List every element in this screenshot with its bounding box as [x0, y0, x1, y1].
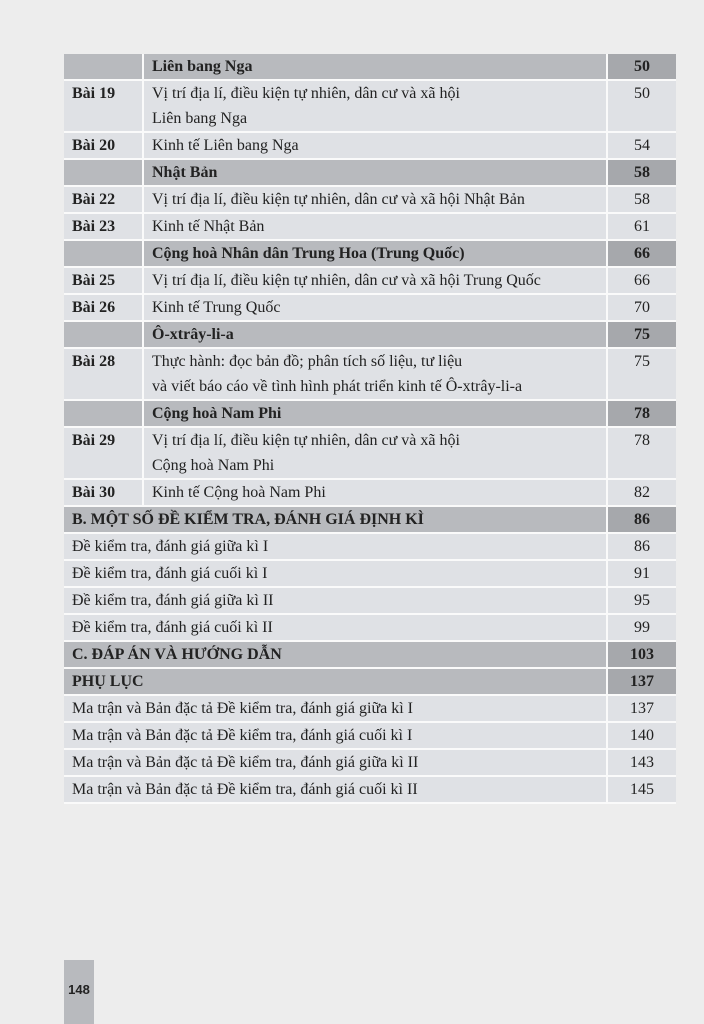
table-of-contents — [64, 54, 676, 804]
lesson-number — [64, 400, 143, 427]
toc-row-lesson — [64, 186, 676, 213]
lesson-number — [64, 240, 143, 267]
lesson-number — [64, 54, 143, 80]
toc-row-lesson — [64, 267, 676, 294]
toc-row-lesson — [64, 294, 676, 321]
page-ref: 75 — [607, 321, 676, 348]
lesson-number: Bài 19 — [64, 80, 143, 132]
item-title: Ma trận và Bản đặc tả Đề kiểm tra, đánh giá cuối kì I — [64, 722, 607, 749]
lesson-title: Kinh tế Trung Quốc — [143, 294, 607, 321]
toc-row-section — [64, 668, 676, 695]
page-ref: 78 — [607, 427, 676, 479]
toc-row-item — [64, 587, 676, 614]
page-ref: 58 — [607, 159, 676, 186]
lesson-number — [64, 159, 143, 186]
toc-row-subhead — [64, 240, 676, 267]
page-ref: 103 — [607, 641, 676, 668]
lesson-number: Bài 20 — [64, 132, 143, 159]
page-ref: 75 — [607, 348, 676, 400]
item-title: Đề kiểm tra, đánh giá cuối kì II — [64, 614, 607, 641]
page-ref: 50 — [607, 54, 676, 80]
item-title: Đề kiểm tra, đánh giá giữa kì I — [64, 533, 607, 560]
page-ref: 86 — [607, 506, 676, 533]
toc-row-lesson — [64, 132, 676, 159]
toc-row-section — [64, 641, 676, 668]
lesson-title: Kinh tế Liên bang Nga — [143, 132, 607, 159]
page-ref: 54 — [607, 132, 676, 159]
chapter-title: Cộng hoà Nam Phi — [143, 400, 607, 427]
page-ref: 91 — [607, 560, 676, 587]
toc-row-item — [64, 749, 676, 776]
chapter-title: Nhật Bản — [143, 159, 607, 186]
lesson-title: Vị trí địa lí, điều kiện tự nhiên, dân cư và xã hội Trung Quốc — [143, 267, 607, 294]
toc-row-item — [64, 614, 676, 641]
lesson-title: Vị trí địa lí, điều kiện tự nhiên, dân cư và xã hội Cộng hoà Nam Phi — [143, 427, 607, 479]
page-number: 148 — [64, 960, 94, 1024]
item-title: Ma trận và Bản đặc tả Đề kiểm tra, đánh giá cuối kì II — [64, 776, 607, 803]
page-ref: 66 — [607, 240, 676, 267]
lesson-title: Kinh tế Nhật Bản — [143, 213, 607, 240]
lesson-number: Bài 28 — [64, 348, 143, 400]
toc-row-lesson — [64, 80, 676, 132]
toc-row-section — [64, 506, 676, 533]
item-title: Đề kiểm tra, đánh giá cuối kì I — [64, 560, 607, 587]
toc-row-item — [64, 533, 676, 560]
section-title: PHỤ LỤC — [64, 668, 607, 695]
item-title: Ma trận và Bản đặc tả Đề kiểm tra, đánh giá giữa kì II — [64, 749, 607, 776]
page-ref: 86 — [607, 533, 676, 560]
page-ref: 66 — [607, 267, 676, 294]
toc-row-subhead — [64, 400, 676, 427]
toc-row-lesson — [64, 348, 676, 400]
lesson-number: Bài 22 — [64, 186, 143, 213]
toc-row-subhead — [64, 321, 676, 348]
toc-row-subhead — [64, 159, 676, 186]
toc-row-lesson — [64, 479, 676, 506]
page-ref: 82 — [607, 479, 676, 506]
page-ref: 95 — [607, 587, 676, 614]
lesson-number: Bài 26 — [64, 294, 143, 321]
lesson-title: Thực hành: đọc bản đồ; phân tích số liệu, tư liệu và viết báo cáo về tình hình phát triển kinh tế Ô-xtrây-li-a — [143, 348, 607, 400]
page-ref: 137 — [607, 695, 676, 722]
page-ref: 70 — [607, 294, 676, 321]
chapter-title: Liên bang Nga — [143, 54, 607, 80]
lesson-number — [64, 321, 143, 348]
toc-row-item — [64, 722, 676, 749]
lesson-title: Vị trí địa lí, điều kiện tự nhiên, dân cư và xã hội Nhật Bản — [143, 186, 607, 213]
lesson-title: Kinh tế Cộng hoà Nam Phi — [143, 479, 607, 506]
item-title: Ma trận và Bản đặc tả Đề kiểm tra, đánh giá giữa kì I — [64, 695, 607, 722]
chapter-title: Ô-xtrây-li-a — [143, 321, 607, 348]
page-ref: 50 — [607, 80, 676, 132]
toc-row-lesson — [64, 427, 676, 479]
toc-row-item — [64, 776, 676, 803]
toc-row-item — [64, 695, 676, 722]
lesson-number: Bài 30 — [64, 479, 143, 506]
page-ref: 145 — [607, 776, 676, 803]
page-ref: 99 — [607, 614, 676, 641]
lesson-title: Vị trí địa lí, điều kiện tự nhiên, dân cư và xã hội Liên bang Nga — [143, 80, 607, 132]
section-title: B. MỘT SỐ ĐỀ KIỂM TRA, ĐÁNH GIÁ ĐỊNH KÌ — [64, 506, 607, 533]
toc-row-lesson — [64, 213, 676, 240]
lesson-number: Bài 23 — [64, 213, 143, 240]
page-ref: 143 — [607, 749, 676, 776]
page-ref: 78 — [607, 400, 676, 427]
item-title: Đề kiểm tra, đánh giá giữa kì II — [64, 587, 607, 614]
chapter-title: Cộng hoà Nhân dân Trung Hoa (Trung Quốc) — [143, 240, 607, 267]
page-ref: 58 — [607, 186, 676, 213]
lesson-number: Bài 29 — [64, 427, 143, 479]
page-ref: 61 — [607, 213, 676, 240]
section-title: C. ĐÁP ÁN VÀ HƯỚNG DẪN — [64, 641, 607, 668]
page-ref: 140 — [607, 722, 676, 749]
lesson-number: Bài 25 — [64, 267, 143, 294]
page-ref: 137 — [607, 668, 676, 695]
toc-row-subhead — [64, 54, 676, 80]
toc-row-item — [64, 560, 676, 587]
